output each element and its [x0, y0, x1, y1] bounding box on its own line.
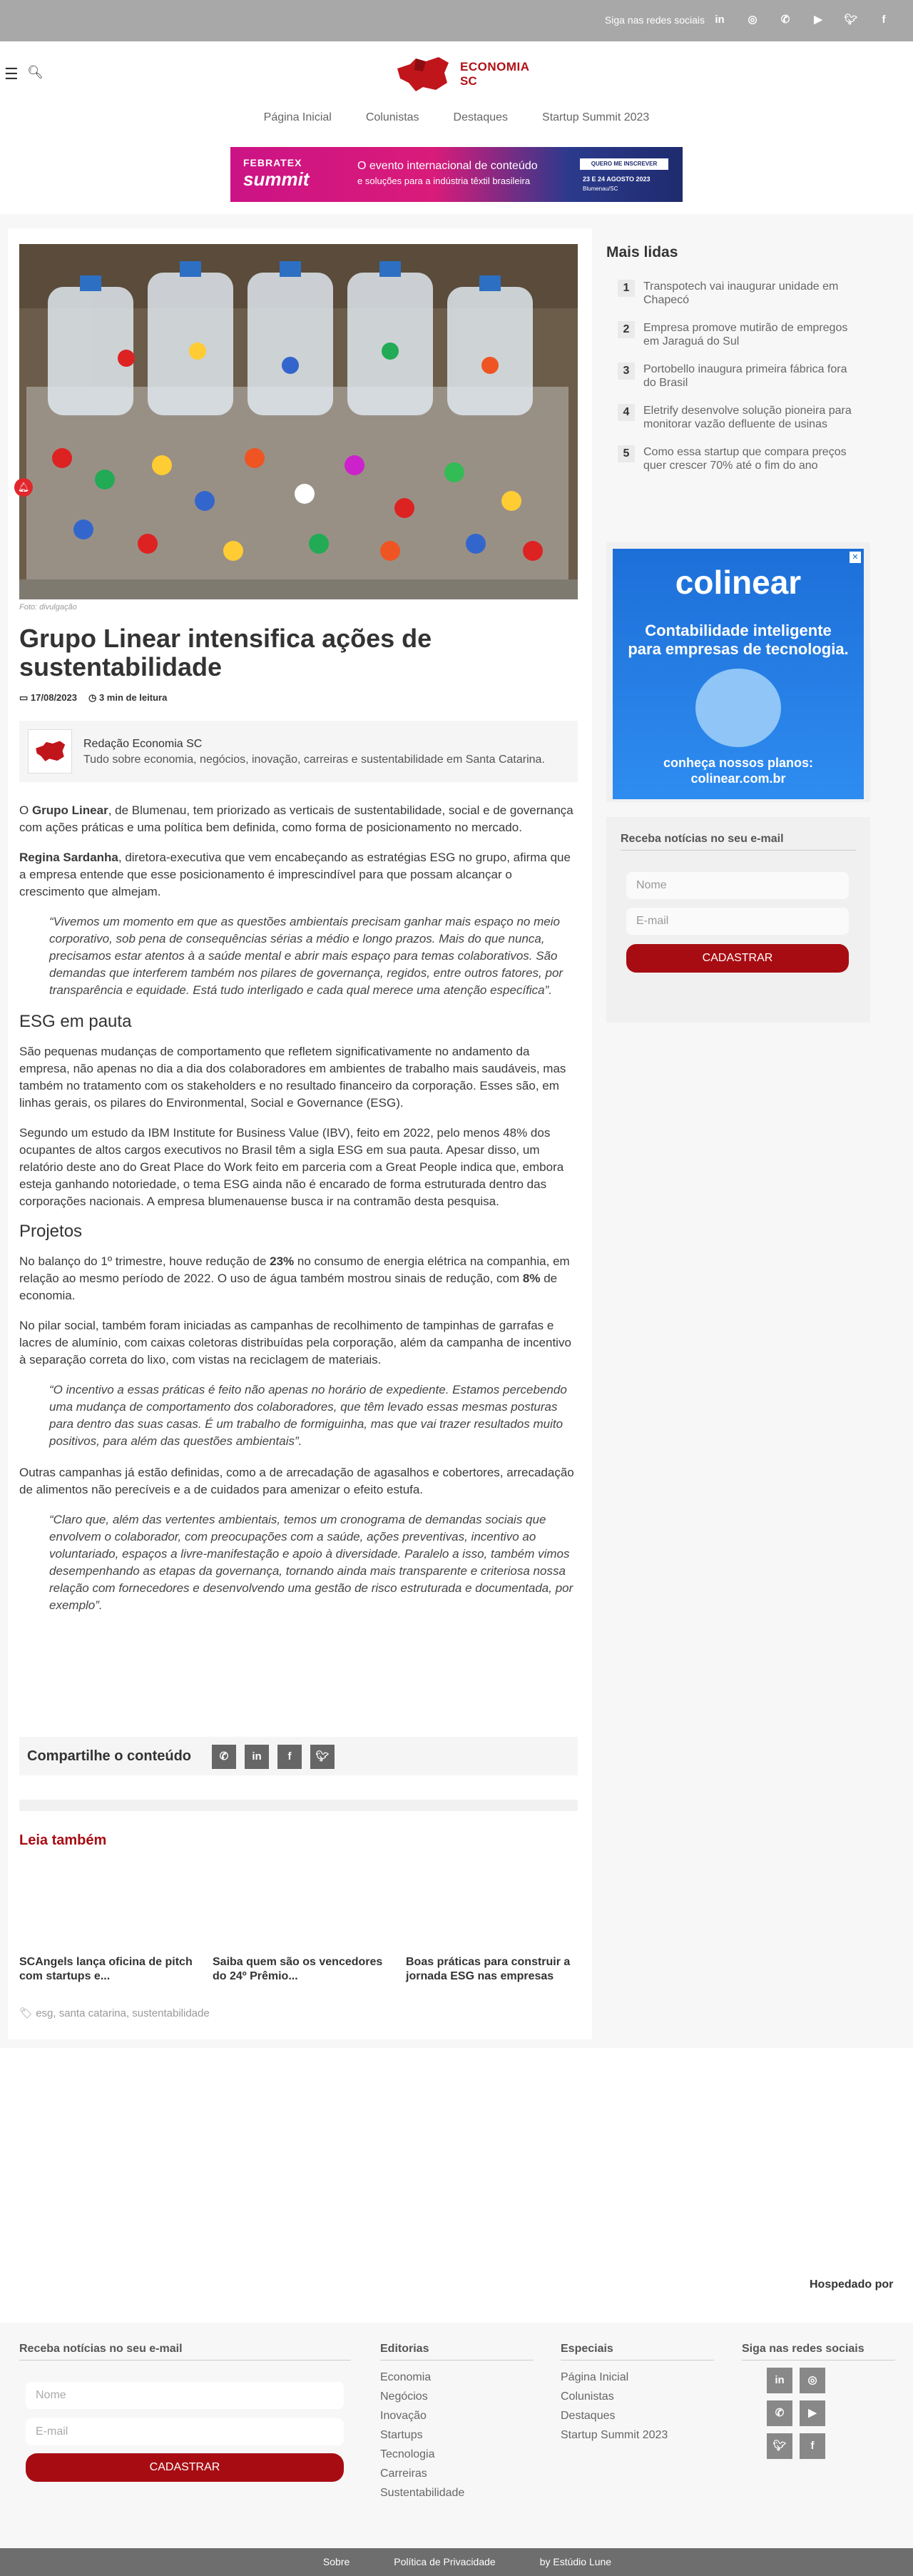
rank-number: 1 [618, 280, 635, 297]
share-twitter-icon[interactable]: 🐦︎ [310, 1745, 335, 1769]
p5-d: 8% [522, 1272, 541, 1285]
p1-pre: O [19, 803, 32, 817]
especiais-title: Especiais [561, 2343, 613, 2355]
share-label: Compartilhe o conteúdo [27, 1748, 191, 1764]
share-box [19, 1737, 578, 1775]
ad-close-icon[interactable]: ✕ [850, 552, 861, 563]
article-body [19, 802, 578, 1628]
p1-rest: , de Blumenau, tem priorizado as verticais de sustentabilidade, social e de governança com ações práticas e uma política bem definida, como forma de posicionamento no mercado. [19, 803, 573, 834]
author-avatar[interactable] [28, 729, 72, 774]
ad-line-2: para empresas de tecnologia. [628, 640, 849, 658]
ad-illustration-icon [695, 669, 781, 747]
site-logo[interactable] [394, 51, 530, 96]
hosted-by: Hospedado por [810, 2278, 894, 2291]
article-title: Grupo Linear intensifica ações de sustentabilidade [19, 624, 432, 681]
paragraph-1 [19, 802, 578, 836]
link-sobre[interactable]: Sobre [322, 2556, 350, 2567]
ad-brand: colinear [675, 564, 802, 601]
p1-strong: Grupo Linear [31, 803, 108, 817]
footer-link[interactable]: Destaques [561, 2410, 616, 2422]
related-article-1[interactable]: SCAngels lança oficina de pitch com startups e... [19, 1956, 193, 1982]
twitter-icon[interactable]: 🐦︎ [767, 2433, 792, 2459]
quote-3: “Claro que, além das vertentes ambientais, temos um cronograma de demandas sociais que envolvem o colaborador, com preocupações com a saúde, ações preventivas, incentivo ao voluntariado, espaços a livre-manifestação e apoio à diversidade. Paralelo a isso, também vimos desempenhando as etapas da governança, tornando ainda mais transparente e criteriosa nossa relação com fornecedores e desenvolvendo uma gestão de risco estruturada e documentada, por exemplo”. [49, 1513, 573, 1612]
article-meta [19, 692, 167, 704]
paragraph-6: No pilar social, também foram iniciadas as campanhas de recolhimento de tampinhas de garrafas e lacres de alumínio, com caixas coletoras distribuídas pela corporação, além da campanha de incentivo à separação correta do lixo, com vistas na reciclagem de materiais. [19, 1319, 571, 1366]
tag-icon: 🏷︎ [19, 2007, 36, 2019]
rank-number: 3 [618, 362, 635, 380]
mais-lidas-link[interactable]: Como essa startup que compara preços quer crescer 70% até o fim do ano [643, 446, 847, 472]
facebook-icon[interactable]: f [800, 2433, 825, 2459]
colinear-ad[interactable] [613, 549, 864, 799]
footer-submit-button[interactable]: CADASTRAR [26, 2453, 344, 2482]
linkedin-icon[interactable]: in [715, 14, 725, 26]
banner-brand-top: FEBRATEX [243, 157, 302, 168]
date-row [19, 692, 77, 704]
hero-image [19, 244, 578, 599]
share-facebook-icon[interactable]: f [277, 1745, 302, 1769]
list-item[interactable] [618, 445, 860, 472]
p5-e: de economia. [19, 1272, 558, 1302]
related-article-2[interactable]: Saiba quem são os vencedores do 24º Prêmio... [213, 1956, 383, 1982]
read-time-row [88, 692, 167, 704]
bottom-bar [0, 2548, 913, 2576]
author-name[interactable]: Redação Economia SC [83, 738, 203, 750]
twitter-icon[interactable]: 🐦︎ [844, 14, 858, 26]
p5-c: no consumo de energia elétrica na companhia, em relação ao mesmo período de 2022. O uso de água também mostrou sinais de redução, com [19, 1254, 570, 1285]
submit-button[interactable]: CADASTRAR [626, 944, 849, 973]
image-caption: Foto: divulgação [19, 603, 77, 612]
mais-lidas-link[interactable]: Empresa promove mutirão de empregos em Jaraguá do Sul [643, 322, 848, 348]
calendar-icon: ▭ [19, 692, 31, 703]
footer-link[interactable]: Carreiras [380, 2468, 427, 2480]
rank-number: 5 [618, 445, 635, 462]
rank-number: 2 [618, 321, 635, 338]
footer-newsletter-title: Receba notícias no seu e-mail [19, 2343, 183, 2355]
paragraph-4: Segundo um estudo da IBM Institute for Business Value (IBV), feito em 2022, pelo menos 48% dos ocupantes de altos cargos executivos no Brasil têm a sigla ESG em sua pauta. Apesar disso, um relatório deste ano do Great Place do Work feito em parceria com a Great People indica que, embora esteja ganhando notoriedade, o tema ESG ainda não é encarado de forma estruturada dentro das corporações nacionais. A empresa blumenauense busca ir na contramão desta pesquisa. [19, 1126, 564, 1208]
tags-list[interactable]: esg, santa catarina, sustentabilidade [36, 2007, 210, 2019]
mais-lidas-link[interactable]: Eletrify desenvolve solução pioneira para monitorar vazão defluente de usinas [643, 405, 852, 430]
footer-link[interactable]: Startup Summit 2023 [561, 2429, 668, 2441]
instagram-icon[interactable]: ◎ [800, 2368, 825, 2393]
ad-line-4: colinear.com.br [690, 771, 786, 786]
youtube-icon[interactable]: ▶ [814, 14, 822, 26]
whatsapp-icon[interactable]: ✆ [780, 14, 790, 26]
mais-lidas-list [618, 280, 860, 487]
p5-b: 23% [270, 1254, 295, 1268]
related-title: Leia também [19, 1832, 107, 1848]
author-description: Tudo sobre economia, negócios, inovação, carreiras e sustentabilidade em Santa Catarina. [83, 754, 545, 766]
divider [742, 2360, 895, 2361]
list-item[interactable] [618, 280, 860, 307]
nav-destaques[interactable]: Destaques [453, 111, 509, 123]
divider [19, 2360, 351, 2361]
footer-link[interactable]: Startups [380, 2429, 423, 2441]
paragraph-5 [19, 1253, 578, 1304]
list-item[interactable] [618, 321, 860, 348]
article-date: 17/08/2023 [30, 692, 77, 703]
divider [380, 2360, 534, 2361]
mais-lidas-title: Mais lidas [606, 244, 678, 260]
footer-link[interactable]: Página Inicial [561, 2371, 629, 2383]
link-privacidade[interactable]: Política de Privacidade [394, 2556, 496, 2567]
heading-projetos: Projetos [19, 1222, 83, 1241]
list-item[interactable] [618, 404, 860, 431]
especiais-list [561, 2368, 668, 2445]
youtube-icon[interactable]: ▶ [800, 2400, 825, 2426]
top-bar [0, 0, 913, 41]
paragraph-7: Outras campanhas já estão definidas, como a de arrecadação de agasalhos e cobertores, arrecadação de alimentos não perecíveis e a de cuidados para amenizar o efeito estufa. [19, 1466, 574, 1496]
name-input[interactable]: Nome [626, 872, 849, 899]
linkedin-icon[interactable]: in [767, 2368, 792, 2393]
banner-cta-button[interactable]: QUERO ME INSCREVER [580, 158, 668, 170]
footer-link[interactable]: Colunistas [561, 2390, 614, 2403]
nav-colunistas[interactable]: Colunistas [365, 111, 419, 123]
notification-bell-icon[interactable]: 🔔︎ [14, 478, 33, 497]
footer-name-input[interactable]: Nome [26, 2382, 344, 2409]
divider [621, 850, 856, 851]
clock-icon: ◷ [88, 692, 99, 703]
footer-link[interactable]: Negócios [380, 2390, 428, 2403]
ad-line-1: Contabilidade inteligente [645, 622, 832, 639]
footer-email-input[interactable]: E-mail [26, 2418, 344, 2445]
mais-lidas-link[interactable]: Transpotech vai inaugurar unidade em Chapecó [643, 280, 839, 306]
sidebar-spacer [606, 1008, 870, 1023]
banner-date: 23 E 24 AGOSTO 2023 [583, 176, 651, 183]
nav-home[interactable]: Página Inicial [263, 111, 332, 123]
quote-2: “O incentivo a essas práticas é feito não apenas no horário de expediente. Estamos percebendo uma mudança de comportamento dos colaboradores, que têm levado essas mesmas posturas para dentro das suas casas. É um trabalho de formiguinha, mas que vai trazer resultados muito positivos, para além das questões ambientais”. [49, 1383, 567, 1448]
footer-link[interactable]: Tecnologia [380, 2448, 435, 2460]
ad-area [0, 2048, 913, 2348]
paragraph-3: São pequenas mudanças de comportamento que refletem significativamente no andamento da empresa, não apenas no dia a dia dos colaboradores em ambientes de trabalho mais saudáveis, mas também no tratamento com os stakeholders e no resultado financeiro da corporação. Esses são, em linhas gerais, os pilares do Environmental, Social e Governance (ESG). [19, 1045, 566, 1110]
bottles-photo [19, 244, 578, 599]
author-logo-icon [29, 730, 71, 773]
paragraph-2 [19, 849, 578, 901]
share-whatsapp-icon[interactable]: ✆ [212, 1745, 236, 1769]
list-item[interactable] [618, 362, 860, 390]
febratex-banner-ad[interactable] [230, 147, 683, 202]
author-box [19, 721, 578, 782]
share-linkedin-icon[interactable]: in [245, 1745, 269, 1769]
instagram-icon[interactable]: ◎ [748, 14, 758, 26]
tags-row [19, 2007, 210, 2019]
p5-a: No balanço do 1º trimestre, houve redução de [19, 1254, 270, 1268]
footer-link[interactable]: Inovação [380, 2410, 427, 2422]
facebook-icon[interactable]: f [882, 14, 886, 26]
ad-line-3: conheça nossos planos: [663, 756, 814, 770]
whatsapp-icon[interactable]: ✆ [767, 2400, 792, 2426]
nav-startup-summit[interactable]: Startup Summit 2023 [542, 111, 650, 123]
link-estudio-lune[interactable]: by Estúdio Lune [539, 2556, 612, 2567]
main-nav [0, 111, 913, 124]
footer-social-title: Siga nas redes sociais [742, 2343, 864, 2355]
heading-esg: ESG em pauta [19, 1012, 132, 1031]
related-article-3[interactable]: Boas práticas para construir a jornada ESG nas empresas [406, 1956, 571, 1982]
newsletter-title: Receba notícias no seu e-mail [621, 833, 784, 845]
banner-brand-main: summit [243, 168, 310, 190]
menu-icon[interactable]: ☰ [4, 65, 19, 83]
read-time: 3 min de leitura [98, 692, 168, 703]
logo-text-1: ECONOMIA [460, 60, 530, 73]
editorias-list [380, 2368, 464, 2503]
footer-link[interactable]: Sustentabilidade [380, 2487, 465, 2499]
banner-headline: O evento internacional de conteúdo [357, 160, 538, 172]
quote-1: “Vivemos um momento em que as questões ambientais precisam ganhar mais espaço no meio corporativo, sob pena de consequências sérias a médio e longo prazos. Mais do que nunca, precisamos estar atentos à a saúde mental e abrir mais espaço para temas colaborativos. São demandas que interferem também nos pilares de governança, regidos, entre outros fatores, por transparência e equidade. Está tudo interligado e cada qual merece uma atenção específica”. [49, 915, 563, 997]
footer-social-icons [767, 2368, 857, 2459]
banner-subline: e soluções para a indústria têxtil brasileira [357, 176, 531, 186]
logo-mark-icon [394, 54, 453, 94]
divider [19, 1800, 578, 1811]
search-icon[interactable]: 🔍︎ [27, 65, 44, 79]
divider [561, 2360, 714, 2361]
editorias-title: Editorias [380, 2343, 429, 2355]
logo-text-2: SC [460, 74, 477, 88]
social-label: Siga nas redes sociais [604, 14, 705, 26]
rank-number: 4 [618, 404, 635, 421]
p2-strong: Regina Sardanha [19, 851, 118, 864]
p2-rest: , diretora-executiva que vem encabeçando as estratégias ESG no grupo, afirma que a empresa entende que esse posicionamento é imprescindível para que possam alcançar o crescimento que almejam. [19, 851, 571, 898]
sidebar-newsletter [606, 817, 870, 1015]
footer-link[interactable]: Economia [380, 2371, 432, 2383]
email-input[interactable]: E-mail [626, 908, 849, 935]
banner-place: Blumenau/SC [583, 186, 618, 192]
mais-lidas-link[interactable]: Portobello inaugura primeira fábrica fora do Brasil [643, 363, 847, 389]
